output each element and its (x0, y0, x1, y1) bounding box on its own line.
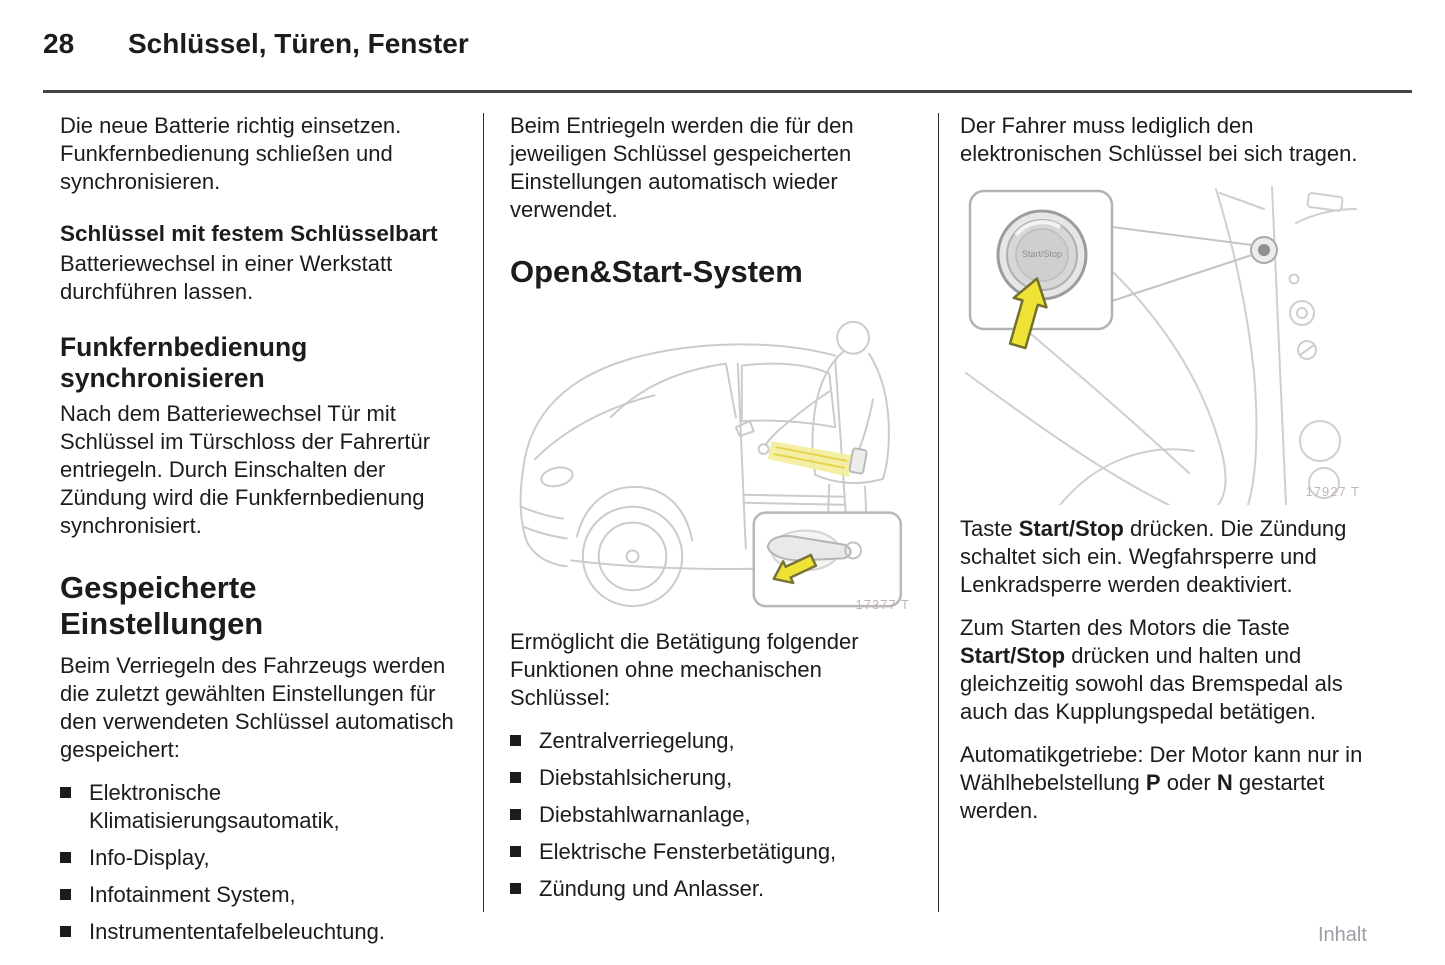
stored-settings-paragraph: Beim Verriegeln des Fahrzeugs werden die zuletzt gewählten Einstellungen für den verwendeten Schlüssel automatisch gespeichert: (60, 653, 454, 762)
bullet-square-icon (60, 889, 71, 900)
keyless-signal-beam (768, 441, 851, 477)
bullet-square-icon (60, 852, 71, 863)
stored-settings-heading: Gespeicherte Einstellungen (60, 570, 264, 641)
list-item (510, 727, 914, 755)
page-number: 28 (43, 28, 75, 59)
list-item (510, 875, 914, 903)
functions-list (510, 727, 914, 903)
start-stop-button-illustration (960, 183, 1364, 505)
door-handle-inset (754, 513, 901, 606)
list-item (60, 881, 464, 909)
electronic-key-fob (849, 448, 867, 474)
bullet-square-icon (60, 926, 71, 937)
column-3 (960, 112, 1364, 840)
list-item-label: Infotainment System, (89, 882, 296, 907)
keyless-entry-car-illustration (510, 300, 914, 618)
list-item-label: Zündung und Anlasser. (539, 876, 765, 901)
chapter-title: Schlüssel, Türen, Fenster (128, 28, 469, 59)
list-item (510, 764, 914, 792)
list-item-label: Diebstahlwarnanlage, (539, 802, 751, 827)
sync-paragraph: Nach dem Batteriewechsel Tür mit Schlüssel im Türschloss der Fahrertür entriegeln. Durch Einschalten der Zündung wird die Funkfernbedienung synchronisiert. (60, 401, 431, 538)
column-1 (60, 112, 464, 955)
list-item (510, 838, 914, 866)
functions-intro-paragraph: Ermöglicht die Betätigung folgender Funktionen ohne mechanischen Schlüssel: (510, 629, 859, 710)
start-stop-figure (960, 183, 1364, 505)
start-stop-inset (970, 191, 1112, 351)
list-item (510, 801, 914, 829)
bullet-square-icon (510, 809, 521, 820)
start-engine-paragraph: Zum Starten des Motors die Taste Start/Stop drücken und halten und gleichzeitig sowohl das Bremspedal als auch das Kupplungspedal betätigen. (960, 615, 1343, 724)
bullet-square-icon (510, 883, 521, 894)
stored-settings-list (60, 779, 464, 946)
contents-link[interactable]: Inhalt (1318, 924, 1367, 946)
start-stop-button-label: Start/Stop (1021, 249, 1063, 259)
list-item-label: Zentralverriegelung, (539, 728, 735, 753)
column-divider (938, 113, 939, 912)
dashboard-start-stop-button (1251, 237, 1277, 263)
figure-label: 17377 T (855, 597, 910, 612)
list-item (60, 779, 464, 835)
list-item (60, 918, 464, 946)
fixed-key-heading: Schlüssel mit festem Schlüsselbart (60, 221, 438, 246)
column-2 (510, 112, 914, 912)
column-divider (483, 113, 484, 912)
open-start-heading: Open&Start-System (510, 254, 803, 289)
press-start-stop-paragraph: Taste Start/Stop drücken. Die Zündung schaltet sich ein. Wegfahrsperre und Lenkradsperre werden deaktiviert. (960, 516, 1347, 597)
fixed-key-paragraph: Batteriewechsel in einer Werkstatt durchführen lassen. (60, 251, 393, 304)
callout-lines (1112, 227, 1252, 301)
header-rule (43, 90, 1412, 93)
carry-key-paragraph: Der Fahrer muss lediglich den elektronischen Schlüssel bei sich tragen. (960, 113, 1358, 166)
bullet-square-icon (510, 846, 521, 857)
list-item-label: Diebstahlsicherung, (539, 765, 733, 790)
list-item-label: Info-Display, (89, 845, 210, 870)
automatic-transmission-paragraph: Automatikgetriebe: Der Motor kann nur in Wählhebelstellung P oder N gestartet werden. (960, 742, 1363, 823)
bullet-square-icon (510, 772, 521, 783)
list-item-label: Instrumententafelbeleuchtung. (89, 919, 385, 944)
figure-label: 17927 T (1305, 484, 1360, 499)
list-item (60, 844, 464, 872)
list-item-label: Elektronische Klimatisierungsautomatik, (89, 780, 340, 833)
battery-insert-paragraph: Die neue Batterie richtig einsetzen. Funkfernbedienung schließen und synchronisieren. (60, 113, 402, 194)
unlock-paragraph: Beim Entriegeln werden die für den jeweiligen Schlüssel gespeicherten Einstellungen automatisch wieder verwendet. (510, 113, 854, 222)
bullet-square-icon (510, 735, 521, 746)
bullet-square-icon (60, 787, 71, 798)
list-item-label: Elektrische Fensterbetätigung, (539, 839, 837, 864)
sync-heading: Funkfernbedienung synchronisieren (60, 332, 308, 393)
keyless-entry-figure (510, 300, 914, 618)
